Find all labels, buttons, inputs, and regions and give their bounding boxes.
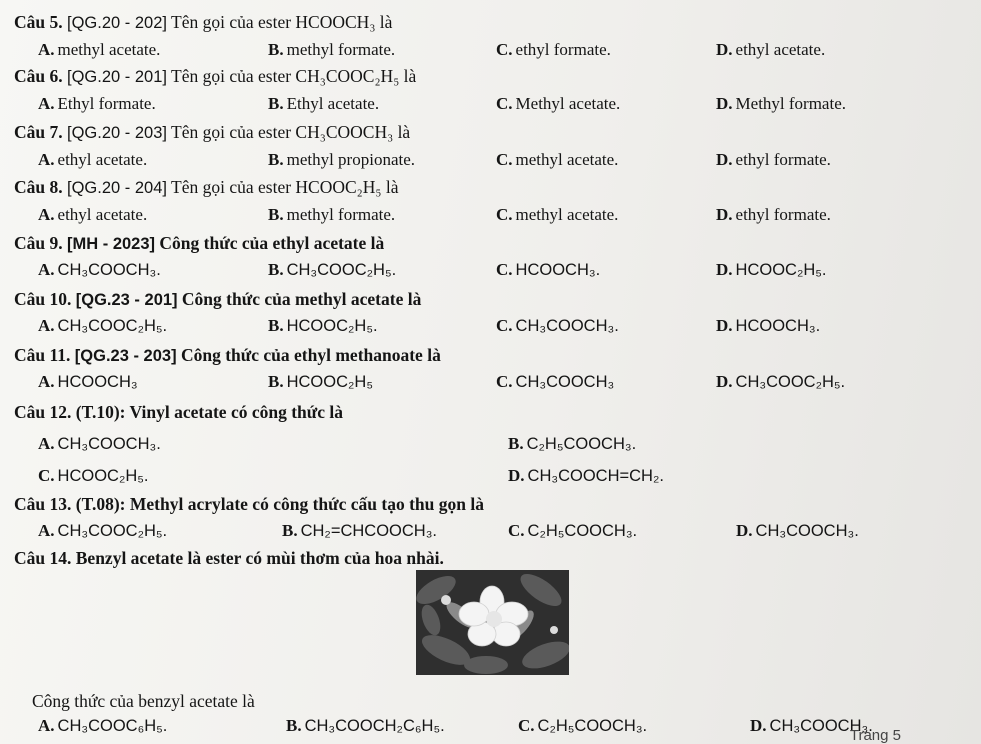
q5-option-b[interactable]: B. methyl formate. — [268, 40, 396, 59]
q12-option-c[interactable]: C. HCOOC₂H₅. — [38, 466, 149, 485]
q7-option-a[interactable]: A. ethyl acetate. — [38, 150, 148, 169]
question-11-header: Câu 11. [QG.23 - 203] Công thức của ethyl methanoate là — [14, 345, 441, 365]
q9-option-b[interactable]: B. CH₃COOC₂H₅. — [268, 260, 397, 279]
page-number: Trang 5 — [849, 727, 901, 744]
question-13-header: Câu 13. (T.08): Methyl acrylate có công thức cấu tạo thu gọn là — [14, 494, 484, 514]
q10-option-b[interactable]: B. HCOOC₂H₅. — [268, 316, 378, 335]
q14-option-b[interactable]: B. CH₃COOCH₂C₆H₅. — [286, 716, 445, 735]
q10-option-c[interactable]: C. CH₃COOCH₃. — [496, 316, 619, 335]
q9-option-c[interactable]: C. HCOOCH₃. — [496, 260, 601, 279]
question-14-followup: Công thức của benzyl acetate là — [32, 691, 255, 711]
q11-option-a[interactable]: A. HCOOCH₃ — [38, 372, 138, 391]
q11-option-b[interactable]: B. HCOOC₂H₅ — [268, 372, 373, 391]
question-10-header: Câu 10. [QG.23 - 201] Công thức của methyl acetate là — [14, 289, 422, 309]
q10-option-a[interactable]: A. CH₃COOC₂H₅. — [38, 316, 168, 335]
jasmine-flower-illustration — [416, 570, 569, 675]
q6-option-b[interactable]: B. Ethyl acetate. — [268, 94, 380, 113]
question-12-header: Câu 12. (T.10): Vinyl acetate có công thức là — [14, 402, 344, 422]
q12-option-a[interactable]: A. CH₃COOCH₃. — [38, 434, 161, 453]
q7-option-b[interactable]: B. methyl propionate. — [268, 150, 416, 169]
question-5-header: Câu 5. [QG.20 - 202] Tên gọi của ester HCOOCH₃ là — [14, 12, 393, 32]
question-8-header: Câu 8. [QG.20 - 204] Tên gọi của ester HCOOC₂H₅ là — [14, 177, 399, 197]
q11-option-c[interactable]: C. CH₃COOCH₃ — [496, 372, 615, 391]
q10-option-d[interactable]: D. HCOOCH₃. — [716, 316, 821, 335]
q13-option-a[interactable]: A. CH₃COOC₂H₅. — [38, 521, 168, 540]
question-14-header: Câu 14. Benzyl acetate là ester có mùi thơm của hoa nhài. — [14, 548, 444, 568]
q9-option-d[interactable]: D. HCOOC₂H₅. — [716, 260, 827, 279]
q6-option-a[interactable]: A. Ethyl formate. — [38, 94, 156, 113]
q12-option-b[interactable]: B. C₂H₅COOCH₃. — [508, 434, 637, 453]
q8-option-a[interactable]: A. ethyl acetate. — [38, 205, 148, 224]
q6-option-c[interactable]: C. Methyl acetate. — [496, 94, 621, 113]
q12-option-d[interactable]: D. CH₃COOCH=CH₂. — [508, 466, 664, 485]
q7-option-d[interactable]: D. ethyl formate. — [716, 150, 831, 169]
q11-option-d[interactable]: D. CH₃COOC₂H₅. — [716, 372, 846, 391]
q14-option-d[interactable]: D. CH₃COOCH₃. — [750, 716, 873, 735]
q5-option-c[interactable]: C. ethyl formate. — [496, 40, 611, 59]
question-9-header: Câu 9. [MH - 2023] Công thức của ethyl acetate là — [14, 233, 385, 253]
q13-option-c[interactable]: C. C₂H₅COOCH₃. — [508, 521, 638, 540]
q5-option-a[interactable]: A. methyl acetate. — [38, 40, 161, 59]
q5-option-d[interactable]: D. ethyl acetate. — [716, 40, 826, 59]
q13-option-d[interactable]: D. CH₃COOCH₃. — [736, 521, 859, 540]
q9-option-a[interactable]: A. CH₃COOCH₃. — [38, 260, 161, 279]
q7-option-c[interactable]: C. methyl acetate. — [496, 150, 619, 169]
q8-option-d[interactable]: D. ethyl formate. — [716, 205, 831, 224]
q6-option-d[interactable]: D. Methyl formate. — [716, 94, 846, 113]
question-6-header: Câu 6. [QG.20 - 201] Tên gọi của ester CH₃COOC₂H₅ là — [14, 66, 417, 86]
jasmine-flower-photo — [416, 570, 569, 675]
q8-option-c[interactable]: C. methyl acetate. — [496, 205, 619, 224]
q13-option-b[interactable]: B. CH₂=CHCOOCH₃. — [282, 521, 438, 540]
q14-option-a[interactable]: A. CH₃COOC₆H₅. — [38, 716, 168, 735]
q8-option-b[interactable]: B. methyl formate. — [268, 205, 396, 224]
q14-option-c[interactable]: C. C₂H₅COOCH₃. — [518, 716, 648, 735]
question-7-header: Câu 7. [QG.20 - 203] Tên gọi của ester CH₃COOCH₃ là — [14, 122, 411, 142]
